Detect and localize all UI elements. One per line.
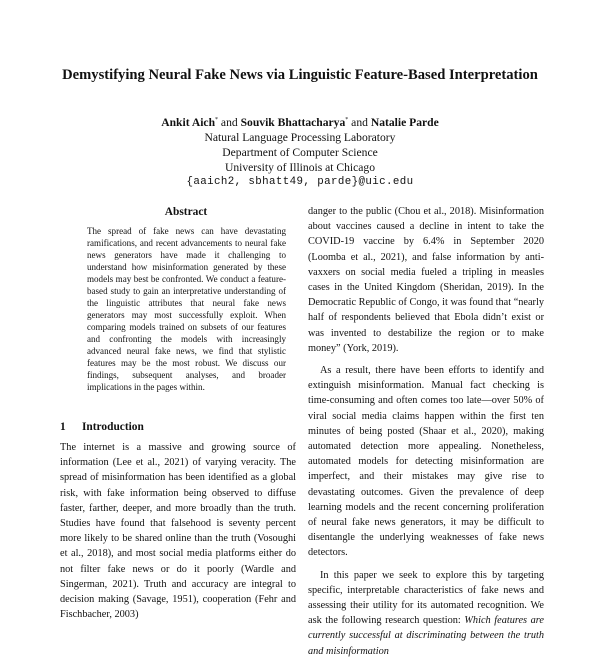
body-paragraph <box>308 568 544 659</box>
author-name: Natalie Parde <box>370 115 439 129</box>
affiliation-university: University of Illinois at Chicago <box>224 160 376 174</box>
section-title: Introduction <box>82 421 144 433</box>
author-separator: and <box>351 115 368 129</box>
abstract-heading: Abstract <box>164 206 208 218</box>
affiliation-department: Department of Computer Science <box>222 145 378 159</box>
body-paragraph: As a result, there have been efforts to identify and extinguish misinformation. Manual fact checking is time-consuming and often comes too late—over 50% of viral social media claims happen within the first ten minutes of being posted (Shaar et al., 2020), making automated detection more appealing. Nonetheless, automated models for detecting misinformation are imperfect, and their mistakes may give rise to devastating outcomes. Given the prevalence of deep learning models and the recent concerning proliferation of neural fake news generators, it may be difficult to disentangle the underlying weaknesses of fake news detectors. <box>308 365 544 559</box>
author-name: Souvik Bhattacharya <box>240 115 346 129</box>
body-paragraph: danger to the public (Chou et al., 2018). Misinformation about vaccines caused a decline in intent to take the COVID-19 vaccine by 6.4% in September 2020 (Loomba et al., 2021), and false information by anti-vaxxers on social media fueled a tripling in measles cases in the United Kingdom (Sheridan, 2019). In the Democratic Republic of Congo, it was found that “nearly half of respondents believed that Ebola didn’t exist or was invented to destabilize the region or to make money” (York, 2019). <box>308 206 544 354</box>
author-separator: and <box>220 115 238 129</box>
body-text: In this paper we seek to explore this by targeting specific, interpretable characteristics of fake news and assessing their utility for its automated recognition. We ask the following research question: <box>308 569 544 627</box>
author-name: Ankit Aich <box>161 115 216 129</box>
equal-contribution-mark: * <box>215 117 219 123</box>
author-line <box>60 113 540 130</box>
equal-contribution-mark: * <box>345 117 349 123</box>
author-block <box>60 113 540 190</box>
abstract-text: The spread of fake news can have devastating ramifications, and recent advancements to neural fake news generators have made it challenging to understand how misinformation generated by these models may best be confronted. We conduct a feature-based study to gain an interpretative understanding of the linguistic attributes that neural fake news generators may most successfully exploit. When comparing models trained on subsets of our features and confronting the models with increasingly advanced neural fake news, we find that stylistic features may be the most robust. We discuss our findings, subsequent analyses, and broader implications in the pages within. <box>87 226 286 392</box>
affiliation-lab: Natural Language Processing Laboratory <box>204 130 396 144</box>
section-number: 1 <box>60 421 66 433</box>
section-heading <box>60 421 144 433</box>
author-emails: {aaich2, sbhatt49, parde}@uic.edu <box>186 175 414 188</box>
paper-title: Demystifying Neural Fake News via Linguistic Feature-Based Interpretation <box>62 67 538 83</box>
right-column <box>308 204 544 659</box>
research-question: Which features are currently successful at discriminating between the truth and misinformation <box>308 615 544 657</box>
introduction-paragraph: The internet is a massive and growing source of information (Lee et al., 2021) of varying veracity. The spread of misinformation has been identified as a global risk, with fake information being observed to diffuse faster, farther, deeper, and more broadly than the truth. Studies have found that falsehood is seventy percent more likely to be shared online than the truth (Vosoughi et al., 2018), and most social media platforms either do not filter fake news or do it poorly (Wardle and Singerman, 2021). Truth and accuracy are integral to decision making (Savage, 1951), cooperation (Fehr and Fischbacher, 2003) <box>60 442 296 621</box>
